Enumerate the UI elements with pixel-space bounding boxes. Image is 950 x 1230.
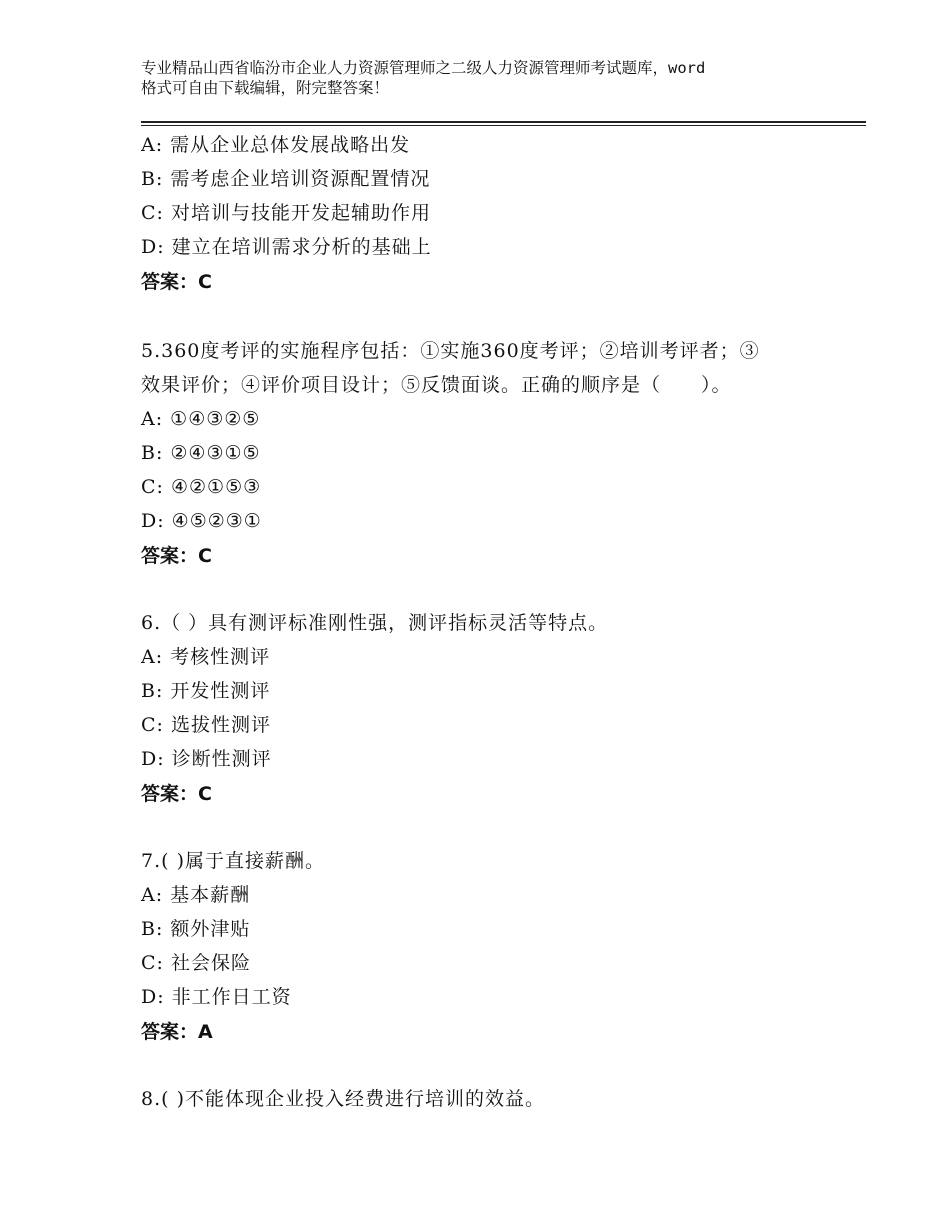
question-stem: 6.（ ）具有测评标准刚性强，测评指标灵活等特点。	[141, 612, 609, 634]
header-rule-thin	[141, 125, 866, 126]
option-b: B: ②④③①⑤	[141, 442, 261, 464]
option-c: C: ④②①⑤③	[141, 476, 262, 498]
header-line-2: 格式可自由下载编辑，附完整答案！	[141, 79, 390, 97]
answer: 答案：C	[141, 271, 212, 293]
option-a: A: 基本薪酬	[141, 884, 251, 906]
option-c: C: 社会保险	[141, 952, 251, 974]
document-header	[141, 58, 841, 98]
option-b: B: 需考虑企业培训资源配置情况	[141, 168, 431, 190]
option-a: A: 考核性测评	[141, 646, 271, 668]
answer: 答案：C	[141, 545, 212, 567]
option-d: D: 诊断性测评	[141, 748, 272, 770]
option-a: A: ①④③②⑤	[141, 408, 261, 430]
option-d: D: 建立在培训需求分析的基础上	[141, 236, 432, 258]
question-stem-line-2: 效果评价；④评价项目设计；⑤反馈面谈。正确的顺序是（ ）。	[141, 374, 732, 396]
answer: 答案：C	[141, 783, 212, 805]
question-4	[141, 128, 841, 300]
question-6	[141, 606, 841, 812]
option-d: D: 非工作日工资	[141, 986, 292, 1008]
option-c: C: 选拔性测评	[141, 714, 271, 736]
question-5	[141, 334, 841, 574]
header-rule-thick	[141, 121, 866, 123]
header-line-1: 专业精品山西省临汾市企业人力资源管理师之二级人力资源管理师考试题库，word	[141, 59, 706, 77]
question-stem: 8.( )不能体现企业投入经费进行培训的效益。	[141, 1088, 545, 1110]
question-list	[141, 128, 841, 1116]
answer: 答案：A	[141, 1021, 213, 1043]
option-d: D: ④⑤②③①	[141, 510, 262, 532]
question-8	[141, 1082, 841, 1116]
option-a: A: 需从企业总体发展战略出发	[141, 134, 411, 156]
option-b: B: 额外津贴	[141, 918, 251, 940]
question-7	[141, 844, 841, 1050]
question-stem: 7.( )属于直接薪酬。	[141, 850, 325, 872]
option-c: C: 对培训与技能开发起辅助作用	[141, 202, 431, 224]
option-b: B: 开发性测评	[141, 680, 271, 702]
question-stem-line-1: 5.360度考评的实施程序包括：①实施360度考评；②培训考评者；③	[141, 340, 760, 362]
